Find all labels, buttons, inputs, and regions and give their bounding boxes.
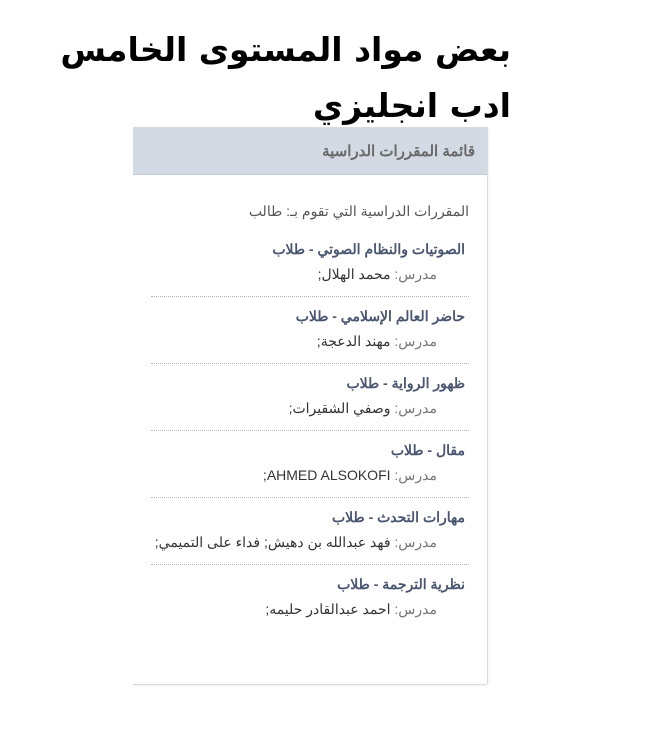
teacher-separator: ;	[288, 400, 293, 416]
teacher-name: وصفي الشقيرات	[292, 400, 391, 416]
course-item	[151, 364, 469, 431]
course-link[interactable]: مقال - طلاب	[390, 442, 465, 458]
course-item	[151, 498, 469, 565]
course-link[interactable]: ظهور الرواية - طلاب	[346, 375, 465, 391]
course-link[interactable]: مهارات التحدث - طلاب	[332, 509, 465, 525]
course-item	[151, 297, 469, 364]
role-line: المقررات الدراسية التي تقوم بـ: طالب	[248, 203, 469, 219]
teacher-name: مهند الدعجة	[320, 333, 391, 349]
teacher-name: فداء على التميمي	[158, 534, 261, 550]
page-heading-line-1: بعض مواد المستوى الخامس	[60, 30, 511, 69]
course-item	[151, 565, 469, 631]
teacher-name: فهد عبدالله بن دهيش	[267, 534, 391, 550]
course-link[interactable]: حاضر العالم الإسلامي - طلاب	[295, 308, 465, 324]
teacher-name: AHMED ALSOKOFI	[266, 467, 391, 483]
course-list-block	[133, 127, 488, 685]
block-content	[133, 175, 487, 631]
block-title: قائمة المقررات الدراسية	[322, 143, 475, 160]
course-teachers	[151, 396, 465, 420]
teacher-label: مدرس:	[394, 333, 437, 349]
course-item	[151, 431, 469, 498]
teacher-label: مدرس:	[394, 266, 437, 282]
teacher-separator: ;	[262, 467, 267, 483]
teacher-name: محمد الهلال	[321, 266, 391, 282]
teacher-separator: ;	[265, 601, 270, 617]
course-teachers	[151, 262, 465, 286]
block-header	[133, 128, 487, 175]
course-link[interactable]: الصوتيات والنظام الصوتي - طلاب	[272, 241, 465, 257]
page-heading-line-2: ادب انجليزي	[312, 86, 511, 125]
course-teachers	[151, 463, 465, 487]
course-teachers	[151, 597, 465, 621]
course-item	[151, 230, 469, 297]
teacher-separator: ;	[317, 266, 322, 282]
teacher-separator: ;	[316, 333, 321, 349]
course-teachers	[151, 530, 465, 554]
teacher-label: مدرس:	[394, 601, 437, 617]
page-heading	[51, 22, 511, 134]
course-link[interactable]: نظرية الترجمة - طلاب	[337, 576, 465, 592]
teacher-label: مدرس:	[394, 534, 437, 550]
course-teachers	[151, 329, 465, 353]
teacher-label: مدرس:	[394, 467, 437, 483]
teacher-name: احمد عبدالقادر حليمه	[269, 601, 391, 617]
teacher-separator: ;	[154, 534, 159, 550]
teacher-label: مدرس:	[394, 400, 437, 416]
teacher-separator: ;	[260, 534, 268, 550]
